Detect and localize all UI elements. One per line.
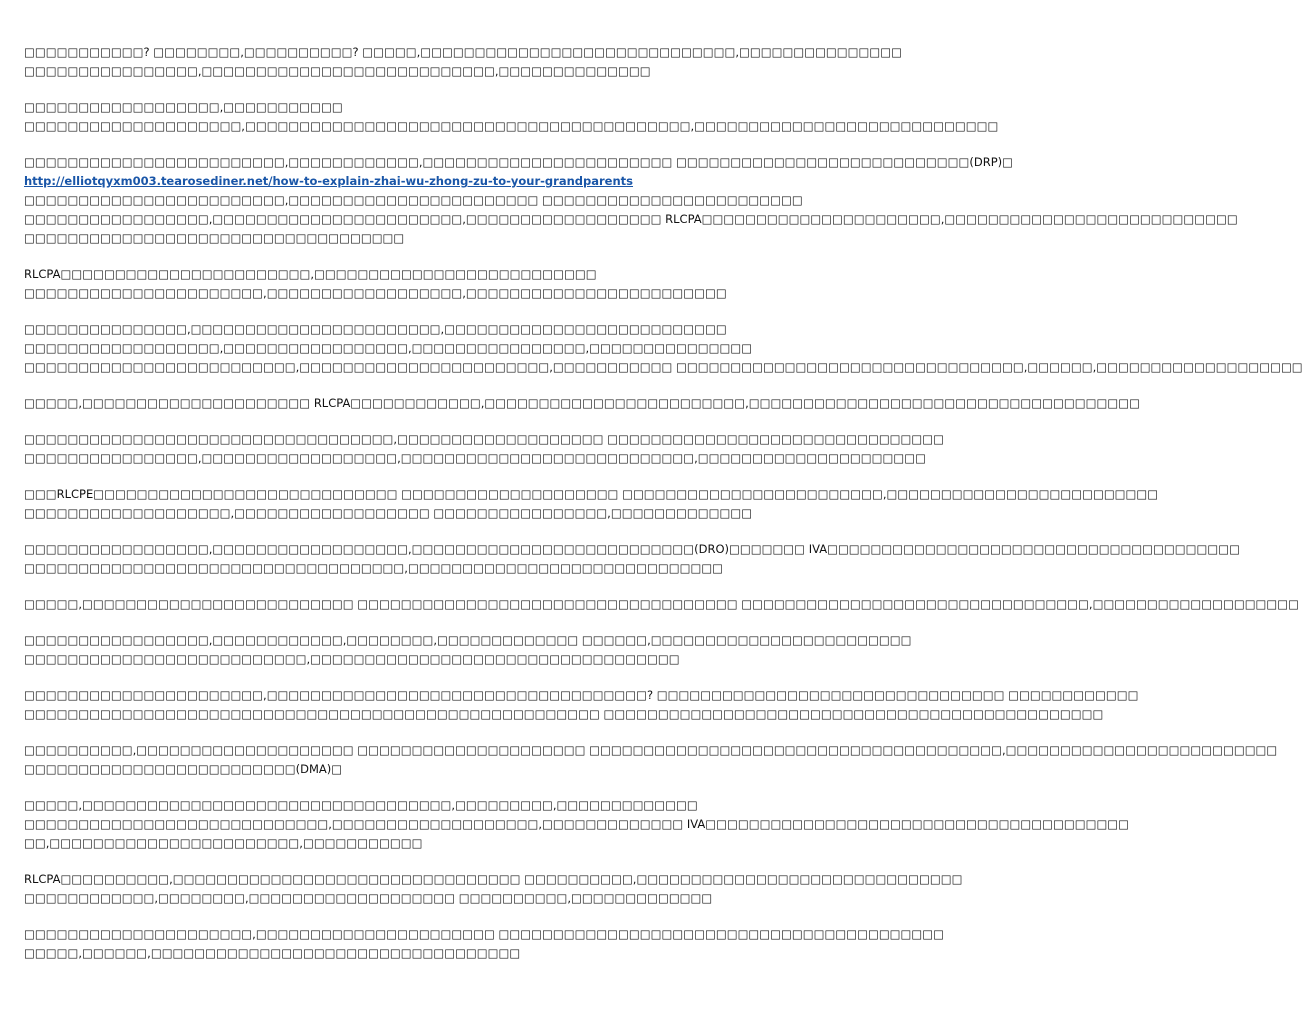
text-line: □□□□□□□□□□□□□□□□□□□□□□□□□□,□□□□□□□□□□□□□□□□□□□□□□□□□□□□□□□□□□ — [24, 652, 680, 666]
paragraph — [24, 485, 1159, 523]
text-line: □□□□□,□□□□□□□□□□□□□□□□□□□□□ RLCPA□□□□□□□□□□□□,□□□□□□□□□□□□□□□□□□□□□□□□,□□□□□□□□□□□□□□□□□□□□□□□□□□□□□□□□□□□□ — [24, 396, 1140, 410]
paragraph — [24, 686, 1139, 724]
paragraph — [24, 43, 902, 81]
text-line: □□□□□□□□□□□□□□□□□□□□□□,□□□□□□□□□□□□□□□□□□□□□□□□□□□□□□□□□□□? □□□□□□□□□□□□□□□□□□□□□□□□□□□□□□□□ □□□□□□□□□□□□ — [24, 688, 1139, 702]
text-line: □□□□□□□□□□□□□□□□□□□□□,□□□□□□□□□□□□□□□□□□□□□□ □□□□□□□□□□□□□□□□□□□□□□□□□□□□□□□□□□□□□□□□□ — [24, 927, 945, 941]
paragraph — [24, 870, 963, 908]
text-line: □□□□□□□□□□□□□□□□□□□□□□□□□□□□□□□□□□□,□□□□□□□□□□□□□□□□□□□□□□□□□□□□□ — [24, 561, 724, 575]
text-line: □□□□□□□□□□□□□□□□□□,□□□□□□□□□□□□□□□□□,□□□□□□□□□□□□□□□□,□□□□□□□□□□□□□□□ — [24, 341, 753, 355]
paragraph — [24, 925, 945, 963]
text-line: □□□□□□□□□□□□□□□,□□□□□□□□□□□□□□□□□□□□□□□,□□□□□□□□□□□□□□□□□□□□□□□□□□ — [24, 322, 727, 336]
text-line: □□□□□,□□□□□□□□□□□□□□□□□□□□□□□□□ □□□□□□□□□□□□□□□□□□□□□□□□□□□□□□□□□□□ □□□□□□□□□□□□□□□□□□□□□□□□□□□□□□□□,□□□□□□□□□□□□□□□□□□□ — [24, 597, 1300, 611]
text-line: □□□□□□□□□□□□□□□□□□□□□□□□,□□□□□□□□□□□□,□□□□□□□□□□□□□□□□□□□□□□□ □□□□□□□□□□□□□□□□□□□□□□□□□□□(DRP)□ — [24, 155, 1014, 169]
text-line: □□,□□□□□□□□□□□□□□□□□□□□□□□,□□□□□□□□□□□ — [24, 836, 423, 850]
text-line: □□□□□□□□□□□□□□□□□□□□□□□□,□□□□□□□□□□□□□□□□□□□□□□□ □□□□□□□□□□□□□□□□□□□□□□□□ — [24, 193, 803, 207]
text-line: □□□RLCPE□□□□□□□□□□□□□□□□□□□□□□□□□□□□ □□□□□□□□□□□□□□□□□□□□ □□□□□□□□□□□□□□□□□□□□□□□□,□□□□□□□□□□□□□□□□□□□□□□□□□ — [24, 487, 1159, 501]
text-line: □□□□□□□□□□□□□□□□□□□□□□□□□□□□□□□□□□□□□□□□□□□□□□□□□□□□□ □□□□□□□□□□□□□□□□□□□□□□□□□□□□□□□□□□□□□□□□□□□□□□ — [24, 707, 1104, 721]
document-body — [24, 43, 1303, 980]
text-line: □□□□□□□□□□□□□□□□□,□□□□□□□□□□□□□□□□□□,□□□□□□□□□□□□□□□□□□□□□□□□□□(DRO)□□□□□□□ IVA□□□□□□□□□□□□□□□□□□□□□□□□□□□□□□□□□□□□□□ — [24, 542, 1240, 556]
paragraph — [24, 265, 727, 303]
text-line: □□□□□□□□□□□□□□□□□,□□□□□□□□□□□□,□□□□□□□□,□□□□□□□□□□□□□ □□□□□□,□□□□□□□□□□□□□□□□□□□□□□□□ — [24, 633, 912, 647]
paragraph — [24, 796, 1130, 853]
paragraph — [24, 430, 945, 468]
text-line: □□□□□□□□□□□□□□□□□□□,□□□□□□□□□□□□□□□□□□ □□□□□□□□□□□□□□□□,□□□□□□□□□□□□□ — [24, 506, 753, 520]
text-line: □□□□□□□□□□,□□□□□□□□□□□□□□□□□□□□ □□□□□□□□□□□□□□□□□□□□□ □□□□□□□□□□□□□□□□□□□□□□□□□□□□□□□□□□□□□□,□□□□□□□□□□□□□□□□□□□□□□□□□ — [24, 743, 1278, 757]
paragraph — [24, 631, 912, 669]
paragraph — [24, 741, 1278, 779]
text-line: □□□□□□□□□□□□□□□□□□□□□□□□□□□□,□□□□□□□□□□□□□□□□□□□,□□□□□□□□□□□□□ IVA□□□□□□□□□□□□□□□□□□□□□□□□□□□□□□□□□□□□□□□ — [24, 817, 1130, 831]
paragraph — [24, 153, 1238, 248]
text-line: □□□□□□□□□□□□,□□□□□□□□,□□□□□□□□□□□□□□□□□□□ □□□□□□□□□□,□□□□□□□□□□□□□ — [24, 891, 713, 905]
text-line: □□□□□,□□□□□□,□□□□□□□□□□□□□□□□□□□□□□□□□□□□□□□□□□ — [24, 946, 521, 960]
text-line: □□□□□□□□□□□□□□□□□□□□□□□□□(DMA)□ — [24, 762, 343, 776]
text-line — [24, 172, 704, 191]
text-line: □□□□□□□□□□□□□□□□□□□□□□□□□□□□□□□□□□,□□□□□□□□□□□□□□□□□□□ □□□□□□□□□□□□□□□□□□□□□□□□□□□□□□□ — [24, 432, 945, 446]
text-line: □□□□□□□□□□□□□□□□□□□□,□□□□□□□□□□□□□□□□□□□□□□□□□□□□□□□□□□□□□□□□□,□□□□□□□□□□□□□□□□□□□□□□□□□□□□ — [24, 119, 999, 133]
text-line: □□□□□□□□□□□□□□□□□□,□□□□□□□□□□□ — [24, 100, 343, 114]
text-line: RLCPA□□□□□□□□□□,□□□□□□□□□□□□□□□□□□□□□□□□□□□□□□□□ □□□□□□□□□□,□□□□□□□□□□□□□□□□□□□□□□□□□□□□□□ — [24, 872, 963, 886]
text-line: RLCPA□□□□□□□□□□□□□□□□□□□□□□□,□□□□□□□□□□□□□□□□□□□□□□□□□□ — [24, 267, 597, 281]
text-line: □□□□□□□□□□□? □□□□□□□□,□□□□□□□□□□? □□□□□,□□□□□□□□□□□□□□□□□□□□□□□□□□□□□,□□□□□□□□□□□□□□□ — [24, 45, 902, 59]
paragraph — [24, 540, 1240, 578]
text-line: □□□□□□□□□□□□□□□□□,□□□□□□□□□□□□□□□□□□□□□□□,□□□□□□□□□□□□□□□□□□ RLCPA□□□□□□□□□□□□□□□□□□□□□□,□□□□□□□□□□□□□□□□□□□□□□□□□□□ — [24, 212, 1238, 226]
article-link[interactable]: http://elliotqyxm003.tearosediner.net/how-to-explain-zhai-wu-zhong-zu-to-your-grandparents — [24, 174, 634, 188]
paragraph — [24, 98, 999, 136]
paragraph — [24, 595, 1300, 614]
paragraph — [24, 394, 1140, 413]
text-line: □□□□□,□□□□□□□□□□□□□□□□□□□□□□□□□□□□□□□□□□,□□□□□□□□□,□□□□□□□□□□□□□ — [24, 798, 698, 812]
text-line: □□□□□□□□□□□□□□□□,□□□□□□□□□□□□□□□□□□□□□□□□□□□,□□□□□□□□□□□□□□ — [24, 64, 651, 78]
text-line: □□□□□□□□□□□□□□□□□□□□□□□□□□□□□□□□□□□ — [24, 231, 405, 245]
text-line: □□□□□□□□□□□□□□□□□□□□□□□□□,□□□□□□□□□□□□□□□□□□□□□□□,□□□□□□□□□□□ □□□□□□□□□□□□□□□□□□□□□□□□□□□□□□□□,□□□□□□,□□□□□□□□□□□□□□□□□□□ — [24, 360, 1303, 374]
text-line: □□□□□□□□□□□□□□□□,□□□□□□□□□□□□□□□□□□,□□□□□□□□□□□□□□□□□□□□□□□□□□□,□□□□□□□□□□□□□□□□□□□□□ — [24, 451, 926, 465]
paragraph — [24, 320, 1303, 377]
text-line: □□□□□□□□□□□□□□□□□□□□□□,□□□□□□□□□□□□□□□□□□,□□□□□□□□□□□□□□□□□□□□□□□□ — [24, 286, 727, 300]
